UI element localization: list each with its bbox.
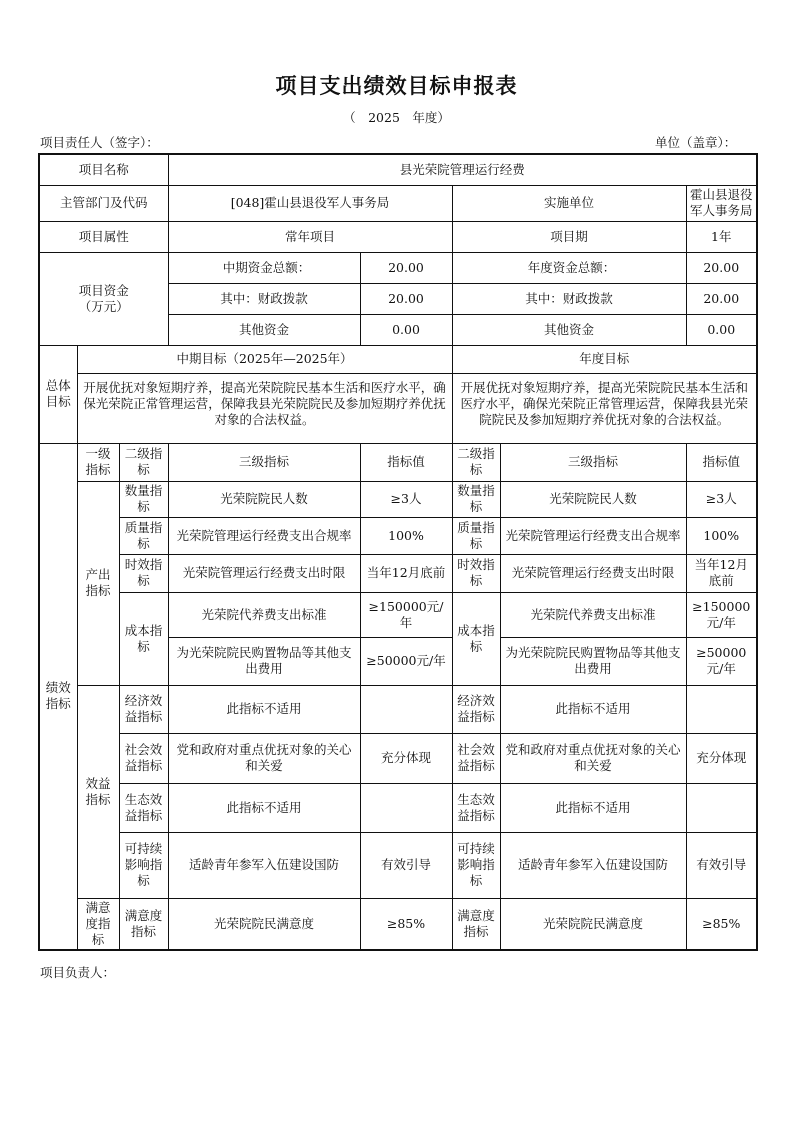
- table-row: [39, 517, 757, 554]
- mid-total-label: 中期资金总额：: [168, 252, 360, 283]
- mid-other-value: 0.00: [360, 314, 452, 345]
- l2-cell-year: 成本指标: [452, 592, 500, 685]
- header-value-year: 指标值: [686, 443, 757, 481]
- value-cell-year: 有效引导: [686, 832, 757, 898]
- header-level2-year: 二级指标: [452, 443, 500, 481]
- l3-cell: 党和政府对重点优抚对象的关心和关爱: [168, 733, 360, 783]
- l3-cell: 适龄青年参军入伍建设国防: [168, 832, 360, 898]
- responsible-person-label: 项目责任人（签字）：: [40, 135, 159, 150]
- form-title: 项目支出绩效目标申报表: [275, 73, 518, 98]
- table-row: [39, 481, 757, 517]
- l2-cell-year: 经济效益指标: [452, 685, 500, 733]
- l3-cell-year: 为光荣院院民购置物品等其他支出费用: [500, 637, 686, 685]
- year-total-value: 20.00: [686, 252, 757, 283]
- value-cell: 100%: [360, 517, 452, 554]
- l3-cell: 光荣院院民满意度: [168, 898, 360, 950]
- value-cell: [360, 783, 452, 832]
- l3-cell-year: 光荣院管理运行经费支出合规率: [500, 517, 686, 554]
- year-goal-header: 年度目标: [452, 345, 757, 373]
- table-row: [39, 685, 757, 733]
- l3-cell-year: 此指标不适用: [500, 685, 686, 733]
- mid-other-label: 其他资金: [168, 314, 360, 345]
- header-level1: 一级指标: [77, 443, 119, 481]
- l2-cell-year: 满意度指标: [452, 898, 500, 950]
- table-row: [39, 832, 757, 898]
- l2-cell-year: 时效指标: [452, 554, 500, 592]
- value-cell-year: [686, 685, 757, 733]
- project-name-label: 项目名称: [39, 154, 168, 185]
- l2-cell: 数量指标: [119, 481, 168, 517]
- performance-target-table: [38, 153, 758, 951]
- year-fiscal-label: 其中：财政拨款: [452, 283, 686, 314]
- mid-total-value: 20.00: [360, 252, 452, 283]
- value-cell-year: [686, 783, 757, 832]
- l2-cell: 时效指标: [119, 554, 168, 592]
- value-cell: 充分体现: [360, 733, 452, 783]
- l2-cell: 经济效益指标: [119, 685, 168, 733]
- l3-cell: 光荣院院民人数: [168, 481, 360, 517]
- value-cell-year: 当年12月底前: [686, 554, 757, 592]
- l3-cell: 此指标不适用: [168, 783, 360, 832]
- table-row: [39, 783, 757, 832]
- dept-label: 主管部门及代码: [39, 185, 168, 221]
- value-cell: ≥50000元/年: [360, 637, 452, 685]
- satisfaction-indicator-label: 满意度指标: [77, 898, 119, 950]
- l3-cell: 光荣院管理运行经费支出合规率: [168, 517, 360, 554]
- header-level2: 二级指标: [119, 443, 168, 481]
- header-value: 指标值: [360, 443, 452, 481]
- l3-cell-year: 光荣院代养费支出标准: [500, 592, 686, 637]
- year-goal-text: 开展优抚对象短期疗养，提高光荣院院民基本生活和医疗水平，确保光荣院正常管理运营，保障我县光荣院院民及参加短期疗养优抚对象的合法权益。: [452, 373, 757, 443]
- value-cell-year: ≥85%: [686, 898, 757, 950]
- mid-fiscal-value: 20.00: [360, 283, 452, 314]
- unit-seal-label: 单位（盖章）：: [655, 135, 737, 150]
- impl-unit-label: 实施单位: [452, 185, 686, 221]
- value-cell: 有效引导: [360, 832, 452, 898]
- l2-cell-year: 质量指标: [452, 517, 500, 554]
- mid-goal-header: 中期目标（2025年—2025年）: [77, 345, 452, 373]
- table-row: [39, 592, 757, 637]
- l3-cell-year: 党和政府对重点优抚对象的关心和关爱: [500, 733, 686, 783]
- l3-cell: 光荣院代养费支出标准: [168, 592, 360, 637]
- l3-cell-year: 适龄青年参军入伍建设国防: [500, 832, 686, 898]
- mid-goal-text: 开展优抚对象短期疗养，提高光荣院院民基本生活和医疗水平，确保光荣院正常管理运营，保障我县光荣院院民及参加短期疗养优抚对象的合法权益。: [77, 373, 452, 443]
- year-other-value: 0.00: [686, 314, 757, 345]
- value-cell-year: ≥3人: [686, 481, 757, 517]
- l2-cell-year: 可持续影响指标: [452, 832, 500, 898]
- header-level3: 三级指标: [168, 443, 360, 481]
- l2-cell-year: 生态效益指标: [452, 783, 500, 832]
- value-cell: 当年12月底前: [360, 554, 452, 592]
- l2-cell: 质量指标: [119, 517, 168, 554]
- l2-cell: 成本指标: [119, 592, 168, 685]
- project-name-value: 县光荣院管理运行经费: [168, 154, 757, 185]
- table-row: [39, 554, 757, 592]
- project-leader-label: 项目负责人：: [40, 965, 116, 980]
- form-year: （ 2025 年度）: [343, 110, 450, 125]
- value-cell: [360, 685, 452, 733]
- table-row: [39, 898, 757, 950]
- year-fiscal-value: 20.00: [686, 283, 757, 314]
- l2-cell: 可持续影响指标: [119, 832, 168, 898]
- l2-cell-year: 数量指标: [452, 481, 500, 517]
- l3-cell: 此指标不适用: [168, 685, 360, 733]
- l3-cell-year: 光荣院管理运行经费支出时限: [500, 554, 686, 592]
- l3-cell-year: 光荣院院民人数: [500, 481, 686, 517]
- value-cell-year: 100%: [686, 517, 757, 554]
- value-cell-year: 充分体现: [686, 733, 757, 783]
- project-funds-label: 项目资金（万元）: [39, 252, 168, 345]
- l3-cell: 为光荣院院民购置物品等其他支出费用: [168, 637, 360, 685]
- value-cell-year: ≥150000元/年: [686, 592, 757, 637]
- year-other-label: 其他资金: [452, 314, 686, 345]
- value-cell: ≥3人: [360, 481, 452, 517]
- l2-cell: 社会效益指标: [119, 733, 168, 783]
- l2-cell: 生态效益指标: [119, 783, 168, 832]
- project-attr-label: 项目属性: [39, 221, 168, 252]
- l3-cell-year: 光荣院院民满意度: [500, 898, 686, 950]
- l2-cell-year: 社会效益指标: [452, 733, 500, 783]
- output-indicator-label: 产出指标: [77, 481, 119, 685]
- l3-cell-year: 此指标不适用: [500, 783, 686, 832]
- overall-goal-label: 总体目标: [39, 345, 77, 443]
- table-row: [39, 733, 757, 783]
- mid-fiscal-label: 其中：财政拨款: [168, 283, 360, 314]
- header-level3-year: 三级指标: [500, 443, 686, 481]
- year-total-label: 年度资金总额：: [452, 252, 686, 283]
- value-cell-year: ≥50000元/年: [686, 637, 757, 685]
- project-period-value: 1年: [686, 221, 757, 252]
- dept-value: [048]霍山县退役军人事务局: [168, 185, 452, 221]
- value-cell: ≥85%: [360, 898, 452, 950]
- project-period-label: 项目期: [452, 221, 686, 252]
- benefit-indicator-label: 效益指标: [77, 685, 119, 898]
- performance-indicator-label: 绩效指标: [39, 443, 77, 950]
- value-cell: ≥150000元/年: [360, 592, 452, 637]
- impl-unit-value: 霍山县退役军人事务局: [686, 185, 757, 221]
- l2-cell: 满意度指标: [119, 898, 168, 950]
- project-attr-value: 常年项目: [168, 221, 452, 252]
- l3-cell: 光荣院管理运行经费支出时限: [168, 554, 360, 592]
